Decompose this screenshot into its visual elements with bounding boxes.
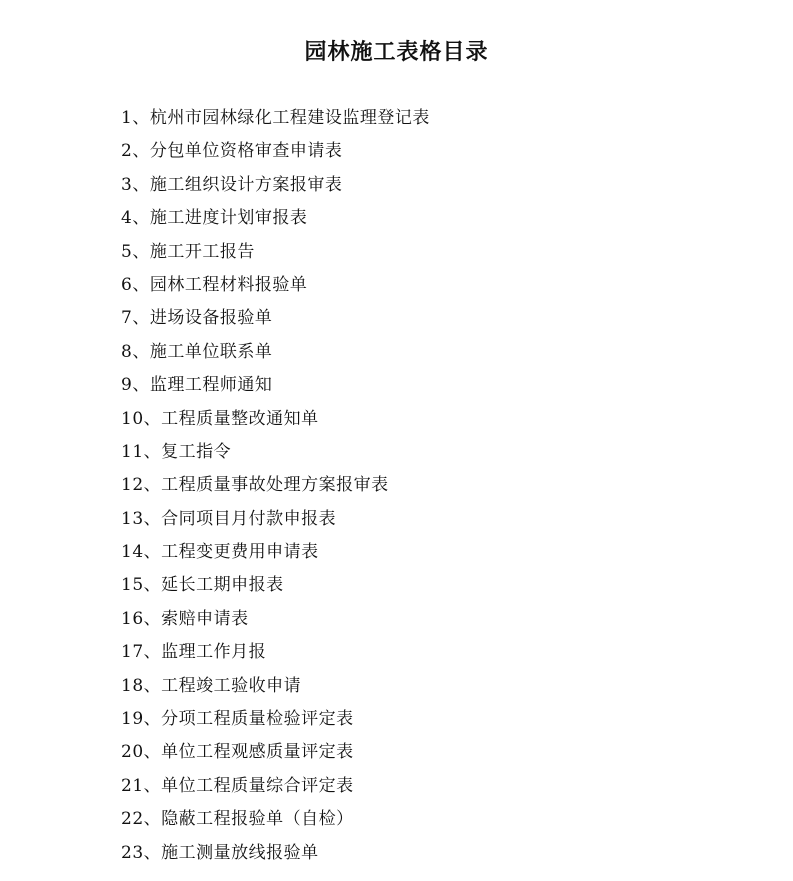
toc-item-label: 分项工程质量检验评定表 <box>161 709 354 730</box>
toc-item-number: 13、 <box>121 508 162 529</box>
toc-item-4 <box>121 202 430 235</box>
toc-item-2 <box>121 135 430 168</box>
toc-item-label: 进场设备报验单 <box>149 308 273 329</box>
toc-item-number: 7、 <box>121 308 150 329</box>
toc-item-number: 10、 <box>121 408 162 429</box>
toc-item-number: 17、 <box>121 642 162 663</box>
toc-item-label: 复工指令 <box>161 441 232 462</box>
toc-item-number: 1、 <box>121 108 150 128</box>
toc-item-22 <box>121 803 430 836</box>
toc-item-number: 20、 <box>121 742 162 763</box>
toc-item-5 <box>121 236 430 269</box>
toc-item-15 <box>121 569 430 602</box>
toc-item-label: 工程质量事故处理方案报审表 <box>161 475 389 496</box>
toc-item-17 <box>121 636 430 669</box>
toc-item-label: 延长工期申报表 <box>161 575 284 596</box>
toc-item-number: 15、 <box>121 575 162 596</box>
toc-item-label: 工程竣工验收申请 <box>161 675 302 696</box>
toc-item-20 <box>121 736 430 769</box>
toc-item-number: 23、 <box>121 842 162 863</box>
toc-item-number: 22、 <box>121 809 162 830</box>
toc-item-label: 施工进度计划审报表 <box>149 208 308 229</box>
toc-item-14 <box>121 536 430 569</box>
toc-item-number: 9、 <box>121 375 150 396</box>
toc-item-number: 6、 <box>121 274 150 295</box>
toc-item-label: 单位工程观感质量评定表 <box>161 742 354 763</box>
toc-item-label: 工程质量整改通知单 <box>161 408 319 429</box>
toc-item-10 <box>121 403 430 436</box>
toc-item-label: 施工单位联系单 <box>149 341 273 362</box>
toc-item-number: 5、 <box>121 241 150 262</box>
toc-item-label: 施工测量放线报验单 <box>161 842 319 863</box>
toc-item-label: 杭州市园林绿化工程建设监理登记表 <box>149 108 430 128</box>
toc-item-18 <box>121 670 430 703</box>
page-title: 园林施工表格目录 <box>304 40 489 65</box>
toc-item-number: 8、 <box>121 341 150 362</box>
toc-item-label: 工程变更费用申请表 <box>161 542 319 563</box>
toc-item-number: 18、 <box>121 675 162 696</box>
toc-item-number: 14、 <box>121 542 162 563</box>
toc-item-19 <box>121 703 430 736</box>
toc-item-label: 单位工程质量综合评定表 <box>161 775 354 796</box>
toc-item-label: 监理工作月报 <box>161 642 267 663</box>
toc-item-number: 2、 <box>121 141 150 162</box>
toc-item-label: 分包单位资格审查申请表 <box>149 141 343 162</box>
toc-item-number: 3、 <box>121 174 150 195</box>
toc-item-label: 园林工程材料报验单 <box>149 274 308 295</box>
toc-item-label: 施工开工报告 <box>149 241 255 262</box>
toc-item-16 <box>121 603 430 636</box>
toc-item-1 <box>121 102 430 135</box>
toc-item-11 <box>121 436 430 469</box>
toc-item-label: 监理工程师通知 <box>149 375 273 396</box>
toc-item-6 <box>121 269 430 302</box>
toc-item-3 <box>121 169 430 202</box>
toc-item-7 <box>121 302 430 335</box>
toc-item-number: 19、 <box>121 709 162 730</box>
toc-item-number: 4、 <box>121 208 150 229</box>
toc-item-label: 索赔申请表 <box>161 608 249 629</box>
toc-item-8 <box>121 336 430 369</box>
toc-item-9 <box>121 369 430 402</box>
toc-list <box>121 102 430 870</box>
toc-item-12 <box>121 469 430 502</box>
toc-item-number: 21、 <box>121 775 162 796</box>
toc-item-label: 隐蔽工程报验单（自检） <box>161 809 354 830</box>
toc-item-21 <box>121 770 430 803</box>
toc-item-label: 合同项目月付款申报表 <box>161 508 337 529</box>
toc-item-13 <box>121 503 430 536</box>
toc-item-number: 12、 <box>121 475 162 496</box>
toc-item-number: 16、 <box>121 608 162 629</box>
toc-item-23 <box>121 837 430 870</box>
toc-item-label: 施工组织设计方案报审表 <box>149 174 343 195</box>
toc-item-number: 11、 <box>121 441 162 462</box>
